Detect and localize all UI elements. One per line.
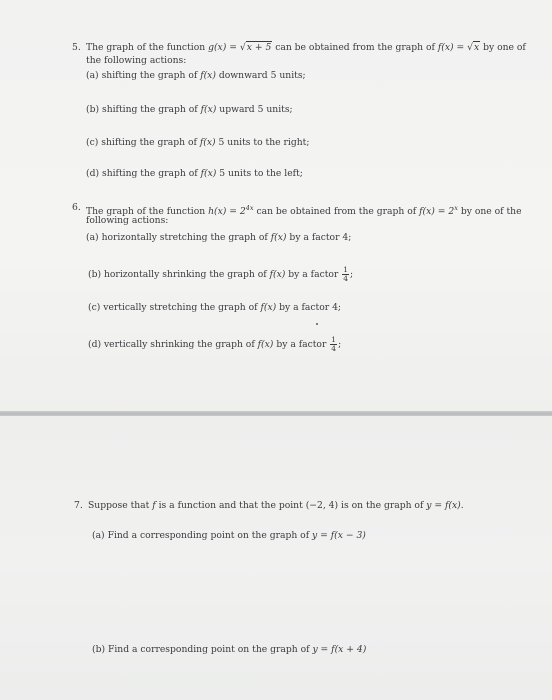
problem-stem-line-1: The graph of the function $h(x) = 2^{4x}$ can be obtained from the graph of $f(x) = 2^x$ by one of the [86,204,522,218]
part-a: (a) Find a corresponding point on the graph of y = f(x − 3) [92,530,366,541]
function-f: f(x) = 2 [419,206,455,218]
option-c: (c) shifting the graph of f(x) 5 units to the right; [86,137,310,148]
option-b: (b) horizontally shrinking the graph of f(x) by a factor $\frac{1}{4}$ ; [88,265,354,283]
problem-number: 5. [72,42,81,53]
stray-mark [316,323,318,325]
problem-stem-line-2: following actions: [86,215,169,226]
radicand-f: x [474,42,480,53]
radicand-g: x + 5 [246,42,272,53]
problem-stem-line-2: the following actions: [86,55,187,66]
option-d: (d) shifting the graph of f(x) 5 units to the left; [86,168,303,179]
fraction: $\frac{1}{4}$ [331,335,337,353]
problem-stem-line-1: The graph of the function g(x) = √x + 5 can be obtained from the graph of f(x) = √x by one of [86,42,526,53]
fraction: $\frac{1}{4}$ [343,265,349,283]
given-point: (−2, 4) [305,500,339,511]
worksheet-page-bottom [0,416,552,700]
option-a: (a) shifting the graph of f(x) downward 5 units; [86,70,306,81]
equation: y = f(x) [426,500,461,511]
function-g: g(x) = [208,42,240,53]
option-b: (b) shifting the graph of f(x) upward 5 units; [86,104,293,115]
option-c: (c) vertically stretching the graph of f(x) by a factor 4; [88,302,342,313]
part-b: (b) Find a corresponding point on the graph of y = f(x + 4) [92,644,367,655]
problem-number: 6. [72,202,81,213]
problem-stem: Suppose that f is a function and that the point (−2, 4) is on the graph of y = f(x). [88,500,464,511]
problem-number: 7. [74,500,83,511]
option-a: (a) horizontally stretching the graph of f(x) by a factor 4; [86,232,352,243]
option-d: (d) vertically shrinking the graph of f(x) by a factor $\frac{1}{4}$ ; [88,335,342,353]
function-h: h(x) = 2 [208,206,246,218]
function-f: f(x) = [437,42,468,53]
